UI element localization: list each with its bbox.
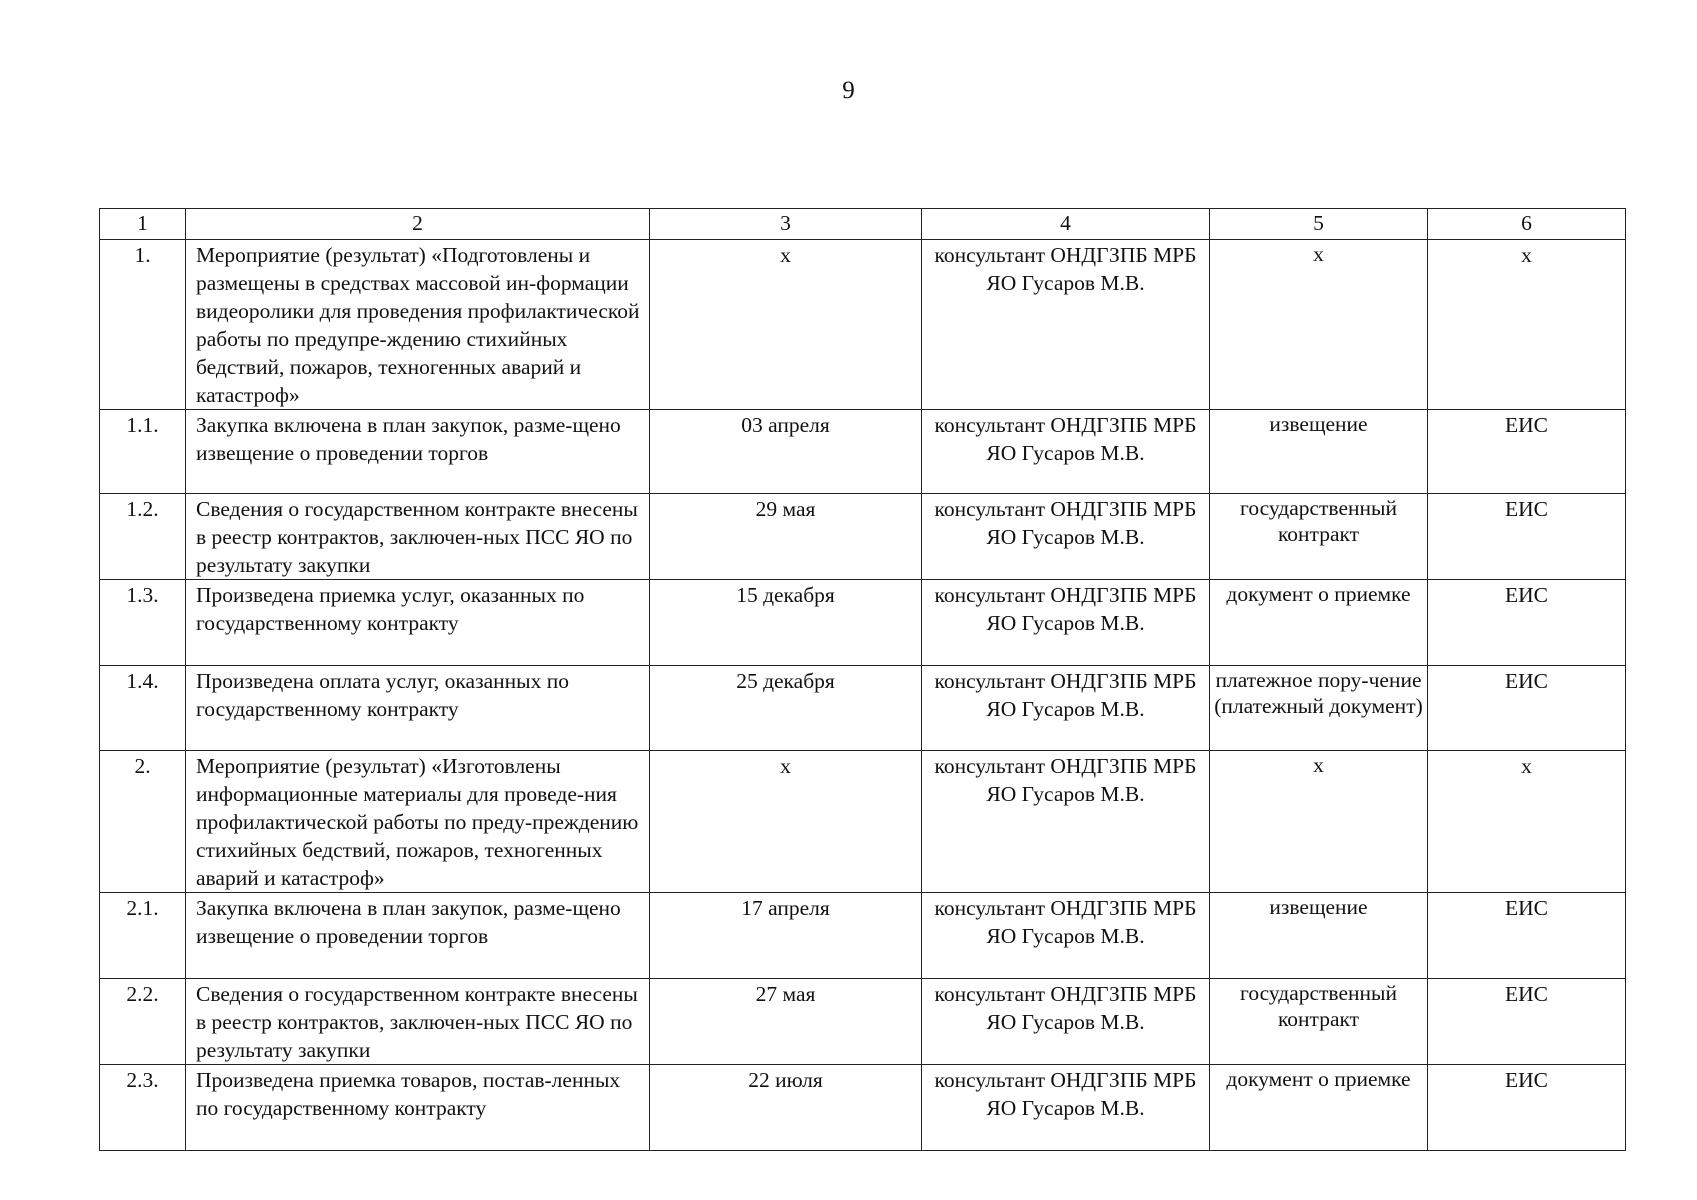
row-description: Закупка включена в план закупок, разме-щено извещение о проведении торгов — [186, 893, 650, 979]
row-number: 2.2. — [100, 979, 186, 1065]
table-row — [100, 580, 1626, 666]
table-header-row — [100, 209, 1626, 240]
column-header: 3 — [650, 209, 922, 240]
row-responsible: консультант ОНДГЗПБ МРБ ЯО Гусаров М.В. — [922, 580, 1210, 666]
row-number: 2. — [100, 751, 186, 893]
row-system: ЕИС — [1428, 494, 1626, 580]
row-system: ЕИС — [1428, 666, 1626, 751]
row-description: Сведения о государственном контракте внесены в реестр контрактов, заключен-ных ПСС ЯО по результату закупки — [186, 494, 650, 580]
row-document: извещение — [1210, 893, 1428, 979]
row-date: 22 июля — [650, 1065, 922, 1151]
row-date: 25 декабря — [650, 666, 922, 751]
row-responsible: консультант ОНДГЗПБ МРБ ЯО Гусаров М.В. — [922, 751, 1210, 893]
row-description: Произведена приемка услуг, оказанных по государственному контракту — [186, 580, 650, 666]
column-header: 2 — [186, 209, 650, 240]
row-document: государственный контракт — [1210, 979, 1428, 1065]
row-document: документ о приемке — [1210, 1065, 1428, 1151]
row-number: 1.2. — [100, 494, 186, 580]
table-row — [100, 410, 1626, 494]
row-system: ЕИС — [1428, 893, 1626, 979]
row-date: 27 мая — [650, 979, 922, 1065]
row-number: 2.3. — [100, 1065, 186, 1151]
row-document: государственный контракт — [1210, 494, 1428, 580]
row-system: ЕИС — [1428, 580, 1626, 666]
table-row — [100, 979, 1626, 1065]
row-responsible: консультант ОНДГЗПБ МРБ ЯО Гусаров М.В. — [922, 666, 1210, 751]
column-header: 1 — [100, 209, 186, 240]
column-header: 4 — [922, 209, 1210, 240]
table-row — [100, 751, 1626, 893]
row-system: ЕИС — [1428, 979, 1626, 1065]
row-responsible: консультант ОНДГЗПБ МРБ ЯО Гусаров М.В. — [922, 979, 1210, 1065]
row-responsible: консультант ОНДГЗПБ МРБ ЯО Гусаров М.В. — [922, 240, 1210, 410]
column-header: 6 — [1428, 209, 1626, 240]
row-number: 1.3. — [100, 580, 186, 666]
row-date: х — [650, 240, 922, 410]
table-row — [100, 893, 1626, 979]
row-system: х — [1428, 240, 1626, 410]
row-number: 1. — [100, 240, 186, 410]
table-row — [100, 666, 1626, 751]
row-description: Мероприятие (результат) «Изготовлены информационные материалы для проведе-ния профилактической работы по преду-преждению стихийных бедствий, пожаров, техногенных аварий и катастроф» — [186, 751, 650, 893]
row-document: х — [1210, 751, 1428, 893]
table-row — [100, 1065, 1626, 1151]
row-date: 29 мая — [650, 494, 922, 580]
row-date: 15 декабря — [650, 580, 922, 666]
row-document: извещение — [1210, 410, 1428, 494]
row-responsible: консультант ОНДГЗПБ МРБ ЯО Гусаров М.В. — [922, 1065, 1210, 1151]
row-responsible: консультант ОНДГЗПБ МРБ ЯО Гусаров М.В. — [922, 410, 1210, 494]
row-document: платежное пору-чение (платежный документ) — [1210, 666, 1428, 751]
row-description: Произведена приемка товаров, постав-ленных по государственному контракту — [186, 1065, 650, 1151]
row-number: 1.4. — [100, 666, 186, 751]
row-document: документ о приемке — [1210, 580, 1428, 666]
row-date: 17 апреля — [650, 893, 922, 979]
plan-table — [99, 208, 1626, 1151]
row-document: х — [1210, 240, 1428, 410]
row-number: 2.1. — [100, 893, 186, 979]
row-description: Мероприятие (результат) «Подготовлены и размещены в средствах массовой ин-формации видеоролики для проведения профилактической работы по предупре-ждению стихийных бедствий, пожаров, техногенных аварий и катастроф» — [186, 240, 650, 410]
column-header: 5 — [1210, 209, 1428, 240]
row-description: Сведения о государственном контракте внесены в реестр контрактов, заключен-ных ПСС ЯО по результату закупки — [186, 979, 650, 1065]
row-system: ЕИС — [1428, 1065, 1626, 1151]
row-responsible: консультант ОНДГЗПБ МРБ ЯО Гусаров М.В. — [922, 494, 1210, 580]
row-number: 1.1. — [100, 410, 186, 494]
row-description: Произведена оплата услуг, оказанных по государственному контракту — [186, 666, 650, 751]
row-date: 03 апреля — [650, 410, 922, 494]
row-system: х — [1428, 751, 1626, 893]
row-responsible: консультант ОНДГЗПБ МРБ ЯО Гусаров М.В. — [922, 893, 1210, 979]
page-number: 9 — [842, 77, 855, 104]
table-row — [100, 240, 1626, 410]
row-date: х — [650, 751, 922, 893]
row-system: ЕИС — [1428, 410, 1626, 494]
row-description: Закупка включена в план закупок, разме-щено извещение о проведении торгов — [186, 410, 650, 494]
table-row — [100, 494, 1626, 580]
